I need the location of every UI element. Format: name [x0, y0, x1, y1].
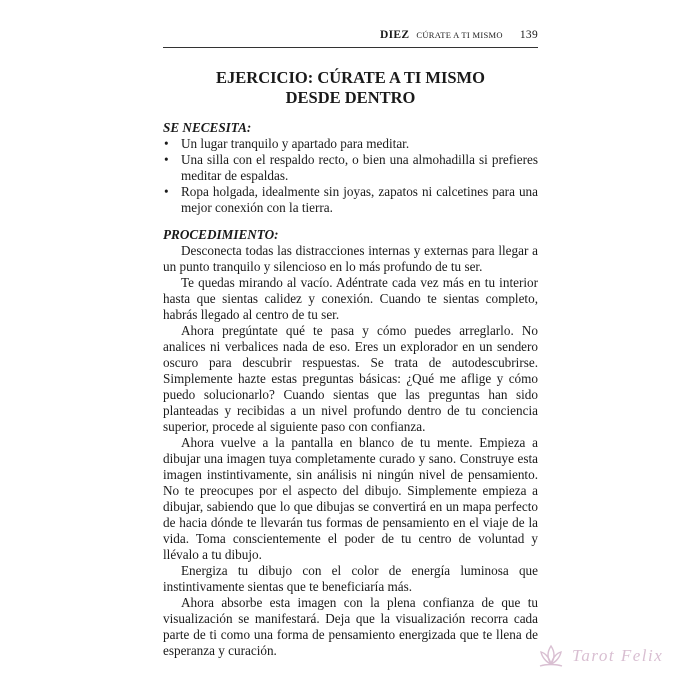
- needs-item-text: Un lugar tranquilo y apartado para meditar.: [181, 136, 410, 151]
- exercise-title: [163, 68, 538, 108]
- page-body: [163, 120, 538, 659]
- procedure-paragraph: Te quedas mirando al vacío. Adéntrate cada vez más en tu interior hasta que sientas calidez y conexión. Cuando te sientas completo, habrás llegado al centro de tu ser.: [163, 275, 538, 322]
- exercise-title-line-2: DESDE DENTRO: [285, 88, 416, 107]
- exercise-title-line-1: EJERCICIO: CÚRATE A TI MISMO: [216, 68, 485, 87]
- header-rule: [163, 47, 538, 48]
- procedure-paragraph: Ahora absorbe esta imagen con la plena confianza de que tu visualización se manifestará. Deja que la visualización recorra cada parte de ti como una forma de pensamiento energizada que te llena de esperanza y curación.: [163, 595, 538, 658]
- needs-list: [163, 136, 538, 216]
- chapter-label: DIEZ: [379, 29, 410, 41]
- needs-item: [163, 152, 538, 184]
- bullet-icon: •: [164, 152, 169, 167]
- needs-item: [163, 184, 538, 216]
- page-number: 139: [519, 29, 538, 41]
- needs-item: [163, 136, 538, 152]
- lotus-icon: [536, 642, 566, 672]
- needs-heading: SE NECESITA:: [163, 120, 252, 135]
- chapter-title: CÚRATE A TI MISMO: [416, 30, 503, 40]
- watermark-text: Tarot Felix: [572, 646, 664, 665]
- procedure-paragraph: Ahora vuelve a la pantalla en blanco de tu mente. Empieza a dibujar una imagen tuya completamente curado y sano. Construye esta imagen instintivamente, sin análisis ni ningún nivel de pensamiento. No te preocupes por el aspecto del dibujo. Simplemente empieza a dibujar, sabiendo que lo que dibujas se convertirá en un mapa perfecto de hacia dónde te llevarán tus formas de pensamiento en el viaje de la vida. Toma conscientemente el poder de tu centro de voluntad y llévalo a tu dibujo.: [163, 435, 538, 562]
- needs-item-text: Ropa holgada, idealmente sin joyas, zapatos ni calcetines para una mejor conexión con la tierra.: [181, 184, 538, 215]
- procedure-heading: PROCEDIMIENTO:: [163, 227, 279, 242]
- procedure-paragraph: Energiza tu dibujo con el color de energía luminosa que instintivamente sientas que te beneficiaría más.: [163, 563, 538, 594]
- procedure-paragraph: Ahora pregúntate qué te pasa y cómo puedes arreglarlo. No analices ni verbalices nada de eso. Eres un explorador en un sendero oscuro para descubrir respuestas. Se trata de autodescubrirse. Simplemente hazte estas preguntas básicas: ¿Qué me aflige y cómo puedo solucionarlo? Cuando sientas que las preguntas han sido planteadas y recibidas a un nivel profundo dentro de tu conciencia superior, procede al siguiente paso con confianza.: [163, 323, 538, 434]
- running-header: [163, 29, 538, 41]
- needs-item-text: Una silla con el respaldo recto, o bien una almohadilla si prefieres meditar de espaldas.: [181, 152, 538, 183]
- bullet-icon: •: [164, 184, 169, 199]
- procedure-paragraph: Desconecta todas las distracciones internas y externas para llegar a un punto tranquilo y silencioso en lo más profundo de tu ser.: [163, 243, 538, 274]
- bullet-icon: •: [164, 136, 169, 151]
- watermark: [536, 642, 696, 672]
